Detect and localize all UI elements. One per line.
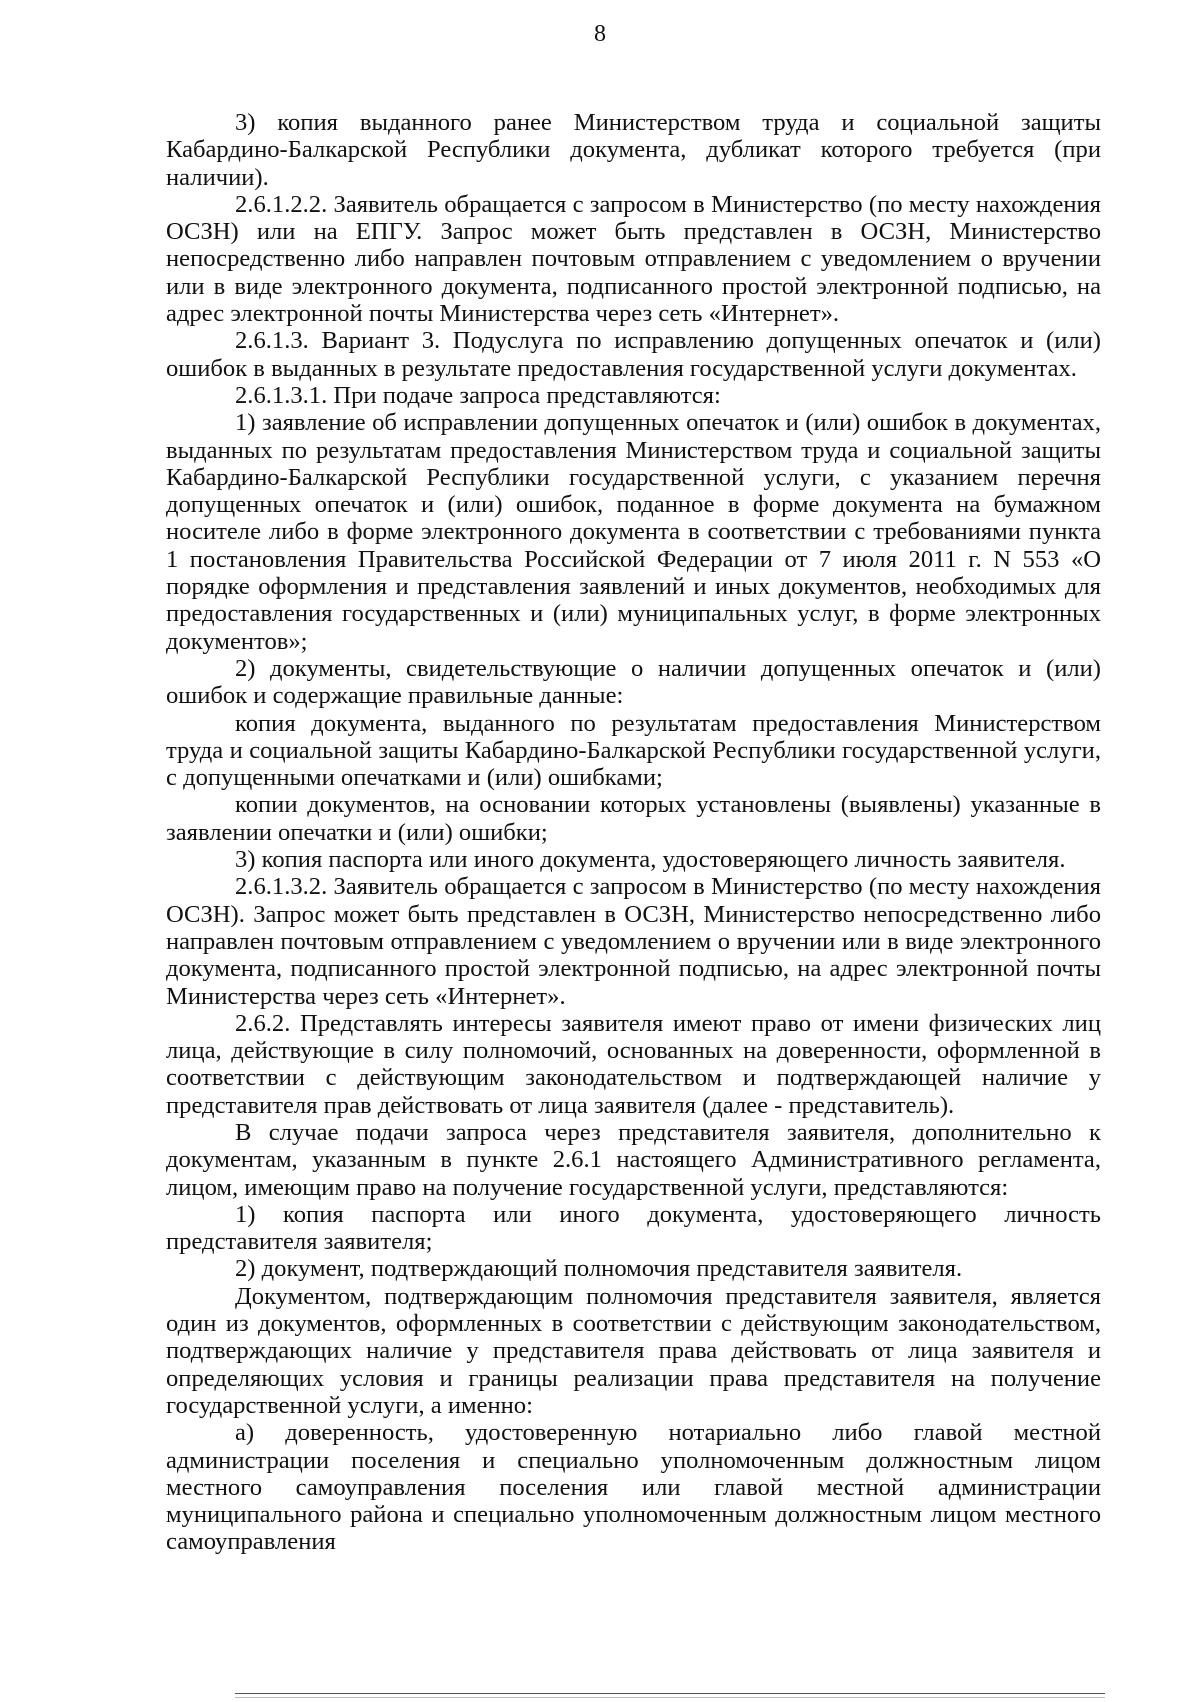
footer-divider <box>235 1693 1105 1694</box>
paragraph: В случае подачи запроса через представителя заявителя, дополнительно к документам, указанным в пункте 2.6.1 настоящего Административного регламента, лицом, имеющим право на получение государственной услуги, представляются: <box>166 1118 1101 1201</box>
paragraph: 2) документ, подтверждающий полномочия представителя заявителя. <box>235 1255 963 1283</box>
paragraph: 2) документы, свидетельствующие о наличии допущенных опечаток и (или) ошибок и содержащие правильные данные: <box>166 654 1101 710</box>
paragraph: 2.6.1.3.1. При подаче запроса представляются: <box>235 381 721 409</box>
paragraph: 2.6.2. Представлять интересы заявителя имеют право от имени физических лиц лица, действующие в силу полномочий, основанных на доверенности, оформленной в соответствии с действующим законодательством и подтверждающей наличие у представителя прав действовать от лица заявителя (далее - представитель). <box>166 1009 1101 1119</box>
paragraph: копии документов, на основании которых установлены (выявлены) указанные в заявлении опечатки и (или) ошибки; <box>166 791 1101 846</box>
paragraph: копия документа, выданного по результатам предоставления Министерством труда и социальной защиты Кабардино-Балкарской Республики государственной услуги, с допущенными опечатками и (или) ошибками; <box>166 709 1101 792</box>
paragraph: Документом, подтверждающим полномочия представителя заявителя, является один из документов, оформленных в соответствии с действующим законодательством, подтверждающих наличие у представителя права действовать от лица заявителя и определяющих условия и границы реализации права представителя на получение государственной услуги, а именно: <box>166 1282 1101 1419</box>
footer-divider-shadow <box>235 1697 1105 1698</box>
paragraph: 2.6.1.3. Вариант 3. Подуслуга по исправлению допущенных опечаток и (или) ошибок в выданных в результате предоставления государственной услуги документах. <box>166 327 1101 382</box>
paragraph: 1) копия паспорта или иного документа, удостоверяющего личность представителя заявителя; <box>166 1200 1101 1256</box>
paragraph: а) доверенность, удостоверенную нотариально либо главой местной администрации поселения и специально уполномоченным должностным лицом местного самоуправления поселения или главой местной администрации муниципального района и специально уполномоченным должностным лицом местного самоуправления <box>166 1419 1101 1556</box>
paragraph: 3) копия паспорта или иного документа, удостоверяющего личность заявителя. <box>235 846 1066 874</box>
document-body <box>166 109 1101 1556</box>
paragraph: 2.6.1.2.2. Заявитель обращается с запросом в Министерство (по месту нахождения ОСЗН) или на ЕПГУ. Запрос может быть представлен в ОСЗН, Министерство непосредственно либо направлен почтовым отправлением с уведомлением о вручении или в виде электронного документа, подписанного простой электронной подписью, на адрес электронной почты Министерства через сеть «Интернет». <box>166 190 1101 328</box>
paragraph: 2.6.1.3.2. Заявитель обращается с запросом в Министерство (по месту нахождения ОСЗН). Запрос может быть представлен в ОСЗН, Министерство непосредственно либо направлен почтовым отправлением с уведомлением о вручении или в виде электронного документа, подписанного простой электронной подписью, на адрес электронной почты Министерства через сеть «Интернет». <box>166 873 1101 1010</box>
paragraph: 3) копия выданного ранее Министерством труда и социальной защиты Кабардино-Балкарской Республики документа, дубликат которого требуется (при наличии). <box>166 109 1101 191</box>
paragraph: 1) заявление об исправлении допущенных опечаток и (или) ошибок в документах, выданных по результатам предоставления Министерством труда и социальной защиты Кабардино-Балкарской Республики государственной услуги, с указанием перечня допущенных опечаток и (или) ошибок, поданное в форме документа на бумажном носителе либо в форме электронного документа в соответствии с требованиями пункта 1 постановления Правительства Российской Федерации от 7 июля 2011 г. N 553 «О порядке оформления и представления заявлений и иных документов, необходимых для предоставления государственных и (или) муниципальных услуг, в форме электронных документов»; <box>166 409 1101 655</box>
page-number: 8 <box>594 21 606 47</box>
